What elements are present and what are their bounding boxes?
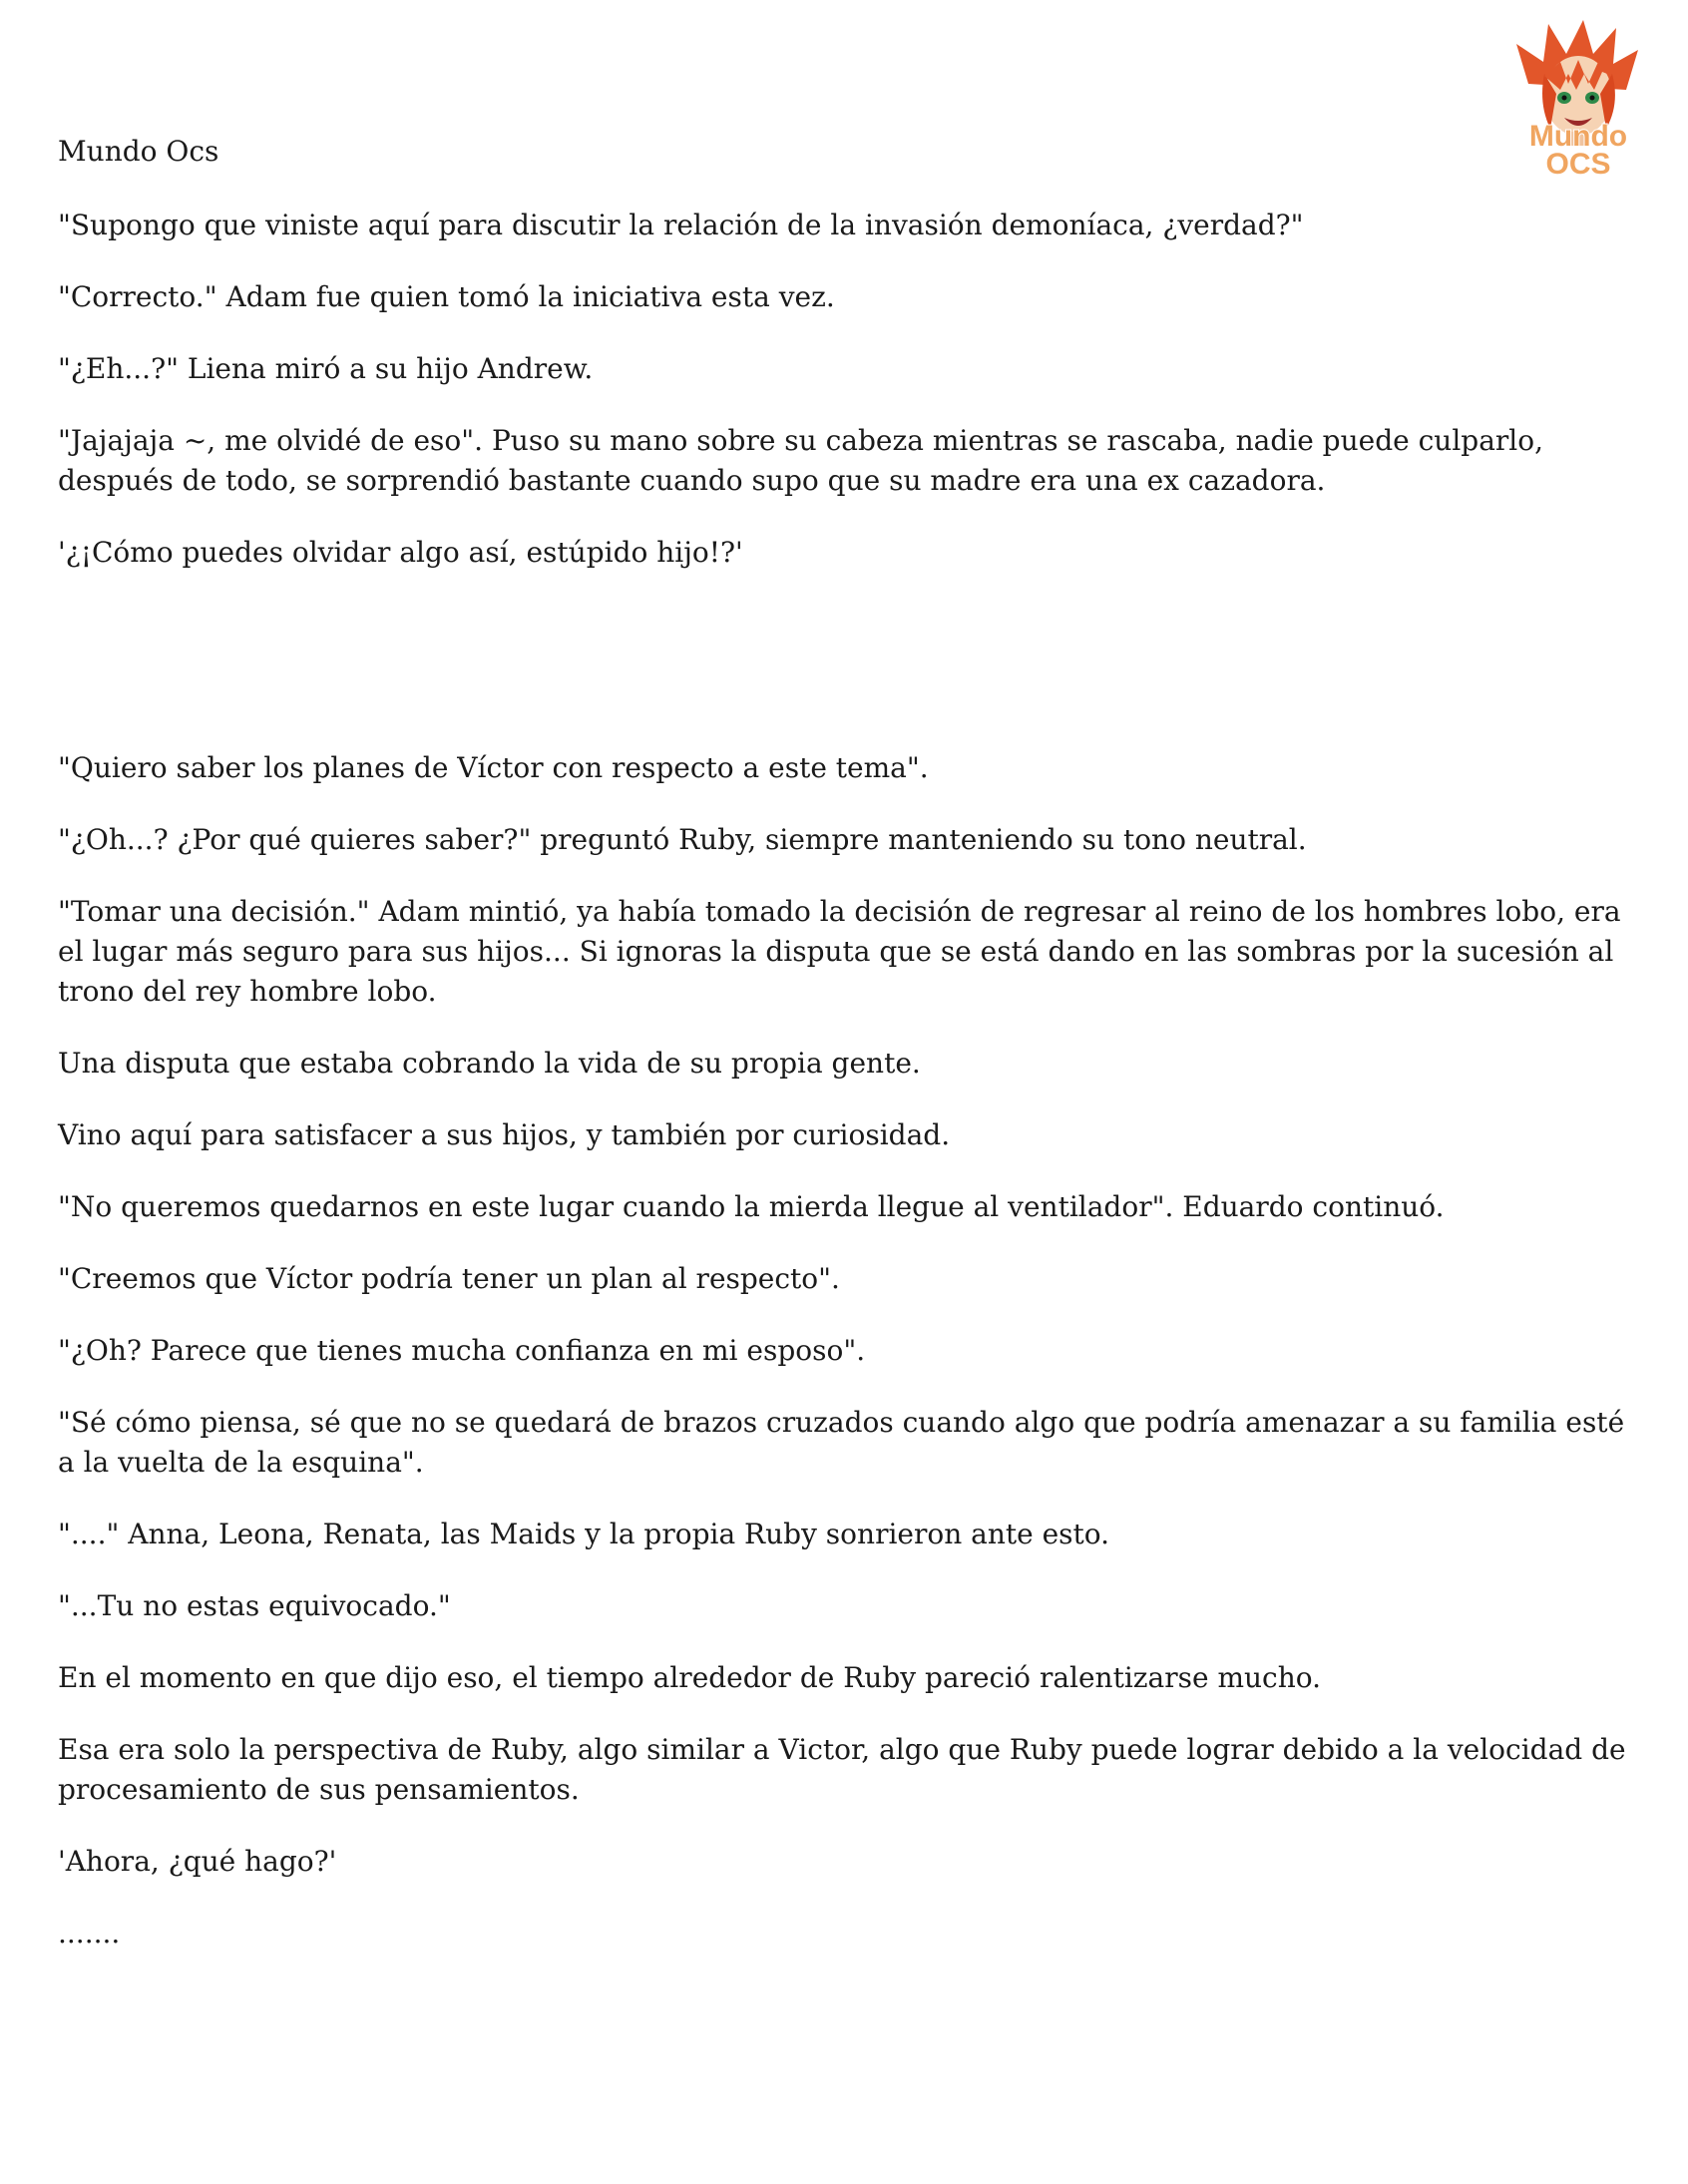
paragraph: Una disputa que estaba cobrando la vida de su propia gente. [58,1047,921,1080]
paragraph: En el momento en que dijo eso, el tiempo alrededor de Ruby pareció ralentizarse mucho. [58,1661,1322,1694]
paragraph: Vino aquí para satisfacer a sus hijos, y también por curiosidad. [58,1118,951,1151]
section-break-spacer [58,605,1634,748]
paragraph: "...." Anna, Leona, Renata, las Maids y la propia Ruby sonrieron ante esto. [58,1518,1110,1550]
paragraph: "Creemos que Víctor podría tener un plan al respecto". [58,1262,840,1295]
paragraph: "Tomar una decisión." Adam mintió, ya había tomado la decisión de regresar al reino de los hombres lobo, era el lugar más seguro para sus hijos... Si ignoras la disputa que se está dando en las sombras por la sucesión al trono del rey hombre lobo. [58,895,1621,1008]
paragraph: "Jajajaja ~, me olvidé de eso". Puso su mano sobre su cabeza mientras se rascaba, nadie puede culparlo, después de todo, se sorprendió bastante cuando supo que su madre era una ex cazadora. [58,424,1543,497]
paragraph: ....... [58,1917,121,1950]
page-header-title: Mundo Ocs [58,135,219,168]
mundo-ocs-logo-icon [1498,14,1658,180]
document-body [58,206,1634,1985]
logo-text-bottom: OCS [1545,148,1611,180]
paragraph: '¿¡Cómo puedes olvidar algo así, estúpido hijo!?' [58,536,743,569]
logo-text-top: Mundo [1528,120,1628,153]
paragraph: "Quiero saber los planes de Víctor con respecto a este tema". [58,751,929,784]
paragraph: "Supongo que viniste aquí para discutir la relación de la invasión demoníaca, ¿verdad?" [58,209,1304,241]
paragraph: "¿Eh...?" Liena miró a su hijo Andrew. [58,352,594,385]
paragraph: 'Ahora, ¿qué hago?' [58,1845,337,1878]
mundo-ocs-logo [1498,14,1658,180]
paragraph: "Sé cómo piensa, sé que no se quedará de brazos cruzados cuando algo que podría amenazar a su familia esté a la vuelta de la esquina". [58,1406,1625,1479]
paragraph: Esa era solo la perspectiva de Ruby, algo similar a Victor, algo que Ruby puede lograr debido a la velocidad de procesamiento de sus pensamientos. [58,1733,1626,1806]
paragraph: "...Tu no estas equivocado." [58,1589,451,1622]
paragraph: "Correcto." Adam fue quien tomó la iniciativa esta vez. [58,280,835,313]
paragraph: "¿Oh? Parece que tienes mucha confianza en mi esposo". [58,1334,866,1367]
paragraph: "No queremos quedarnos en este lugar cuando la mierda llegue al ventilador". Eduardo continuó. [58,1190,1445,1223]
paragraph: "¿Oh...? ¿Por qué quieres saber?" preguntó Ruby, siempre manteniendo su tono neutral. [58,823,1307,856]
